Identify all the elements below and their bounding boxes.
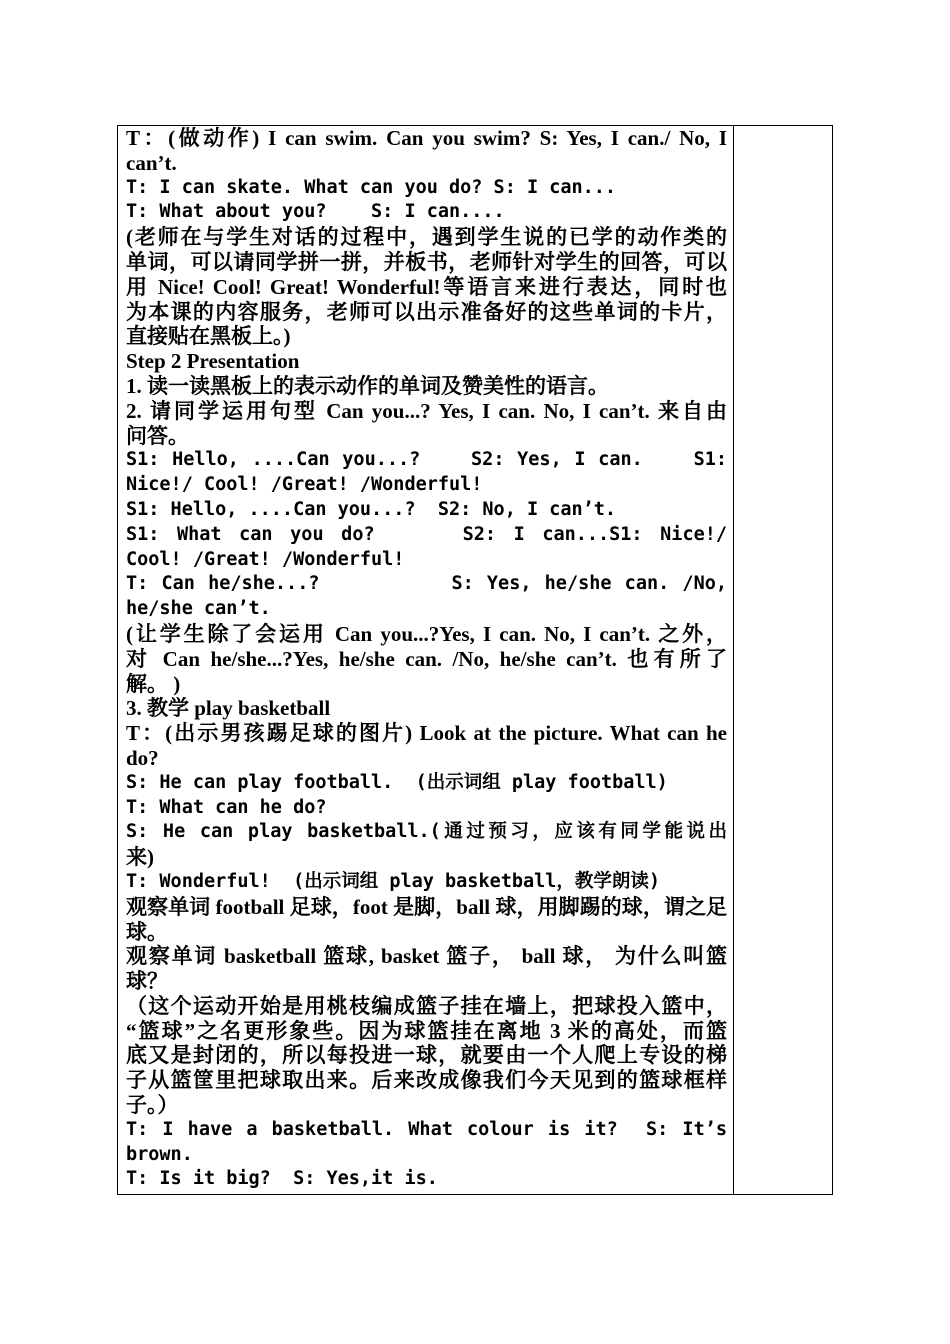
- content-line: 用 Nice! Cool! Great! Wonderful!等语言来进行表达，同时也: [126, 274, 727, 299]
- content-line: 3. 教学 play basketball: [126, 696, 331, 721]
- content-line: can’t.: [126, 150, 177, 175]
- content-line: 底又是封闭的，所以每投进一球，就要由一个人爬上专设的梯: [126, 1043, 727, 1068]
- content-line: Cool! /Great! /Wonderful!: [126, 548, 405, 570]
- content-line: 单词，可以请同学拼一拼，并板书，老师针对学生的回答，可以: [126, 249, 727, 274]
- content-line: brown.: [126, 1143, 193, 1165]
- content-line: T: Wonderful! (出示词组 play basketball，教学朗读): [126, 870, 661, 892]
- content-line: S1: Hello, ....Can you...? S2: No, I can’t.: [126, 498, 617, 520]
- content-line: S: He can play basketball.(通过预习，应该有同学能说出: [126, 821, 727, 843]
- content-line: S1: What can you do? S2: I can...S1: Nice!/: [126, 523, 727, 545]
- content-line: 解。 ): [126, 671, 181, 696]
- lesson-table: [117, 125, 833, 1195]
- content-line: T：(做动作) I can swim. Can you swim? S: Yes, I can./ No, I: [126, 126, 727, 150]
- content-line: T: What about you? S: I can....: [126, 201, 505, 223]
- content-line: Step 2 Presentation: [126, 349, 300, 374]
- content-line: T: I have a basketball. What colour is it? S: It’s: [126, 1118, 727, 1140]
- content-line: 2. 请同学运用句型 Can you...? Yes, I can. No, I can’t. 来自由: [126, 398, 727, 423]
- content-line: 球？: [126, 969, 168, 994]
- content-line: S1: Hello, ....Can you...? S2: Yes, I can. S1:: [126, 449, 727, 471]
- content-line: (让学生除了会运用 Can you...?Yes, I can. No, I can’t. 之外，: [126, 621, 727, 646]
- content-line: 问答。: [126, 423, 189, 448]
- content-line: 子从篮筐里把球取出来。后来改成像我们今天见到的篮球框样: [126, 1068, 727, 1093]
- content-line: 对 Can he/she...?Yes, he/she can. /No, he/she can’t. 也有所了: [126, 646, 727, 671]
- content-line: T: What can he do?: [126, 796, 327, 818]
- content-line: 1. 读一读黑板上的表示动作的单词及赞美性的语言。: [126, 373, 609, 398]
- content-line: T：(出示男孩踢足球的图片) Look at the picture. What can he: [126, 721, 727, 746]
- content-line: T: Can he/she...? S: Yes, he/she can. /No,: [126, 573, 727, 595]
- content-line: S: He can play football. (出示词组 play football): [126, 771, 668, 793]
- content-line: 来): [126, 845, 154, 870]
- content-line: “篮球”之名更形象些。因为球篮挂在离地 3 米的高处，而篮: [126, 1018, 727, 1043]
- content-line: he/she can’t.: [126, 598, 271, 620]
- content-line: 观察单词 football 足球，foot 是脚，ball 球，用脚踢的球，谓之足: [126, 894, 727, 919]
- content-line: 子。）: [126, 1093, 179, 1118]
- lesson-content-cell: [118, 126, 734, 1194]
- content-line: （这个运动开始是用桃枝编成篮子挂在墙上，把球投入篮中，: [126, 993, 727, 1018]
- content-line: 球。: [126, 919, 168, 944]
- content-line: 直接贴在黑板上。): [126, 324, 291, 349]
- content-line: do?: [126, 745, 159, 770]
- content-line: (老师在与学生对话的过程中，遇到学生说的已学的动作类的: [126, 225, 727, 250]
- notes-cell: [734, 126, 832, 1194]
- content-line: T: I can skate. What can you do? S: I can...: [126, 176, 617, 198]
- content-line: Nice!/ Cool! /Great! /Wonderful!: [126, 474, 483, 496]
- content-line: T: Is it big? S: Yes,it is.: [126, 1168, 438, 1190]
- content-line: 观察单词 basketball 篮球, basket 篮子， ball 球， 为什么叫篮: [126, 944, 727, 969]
- content-line: 为本课的内容服务，老师可以出示准备好的这些单词的卡片，: [126, 299, 727, 324]
